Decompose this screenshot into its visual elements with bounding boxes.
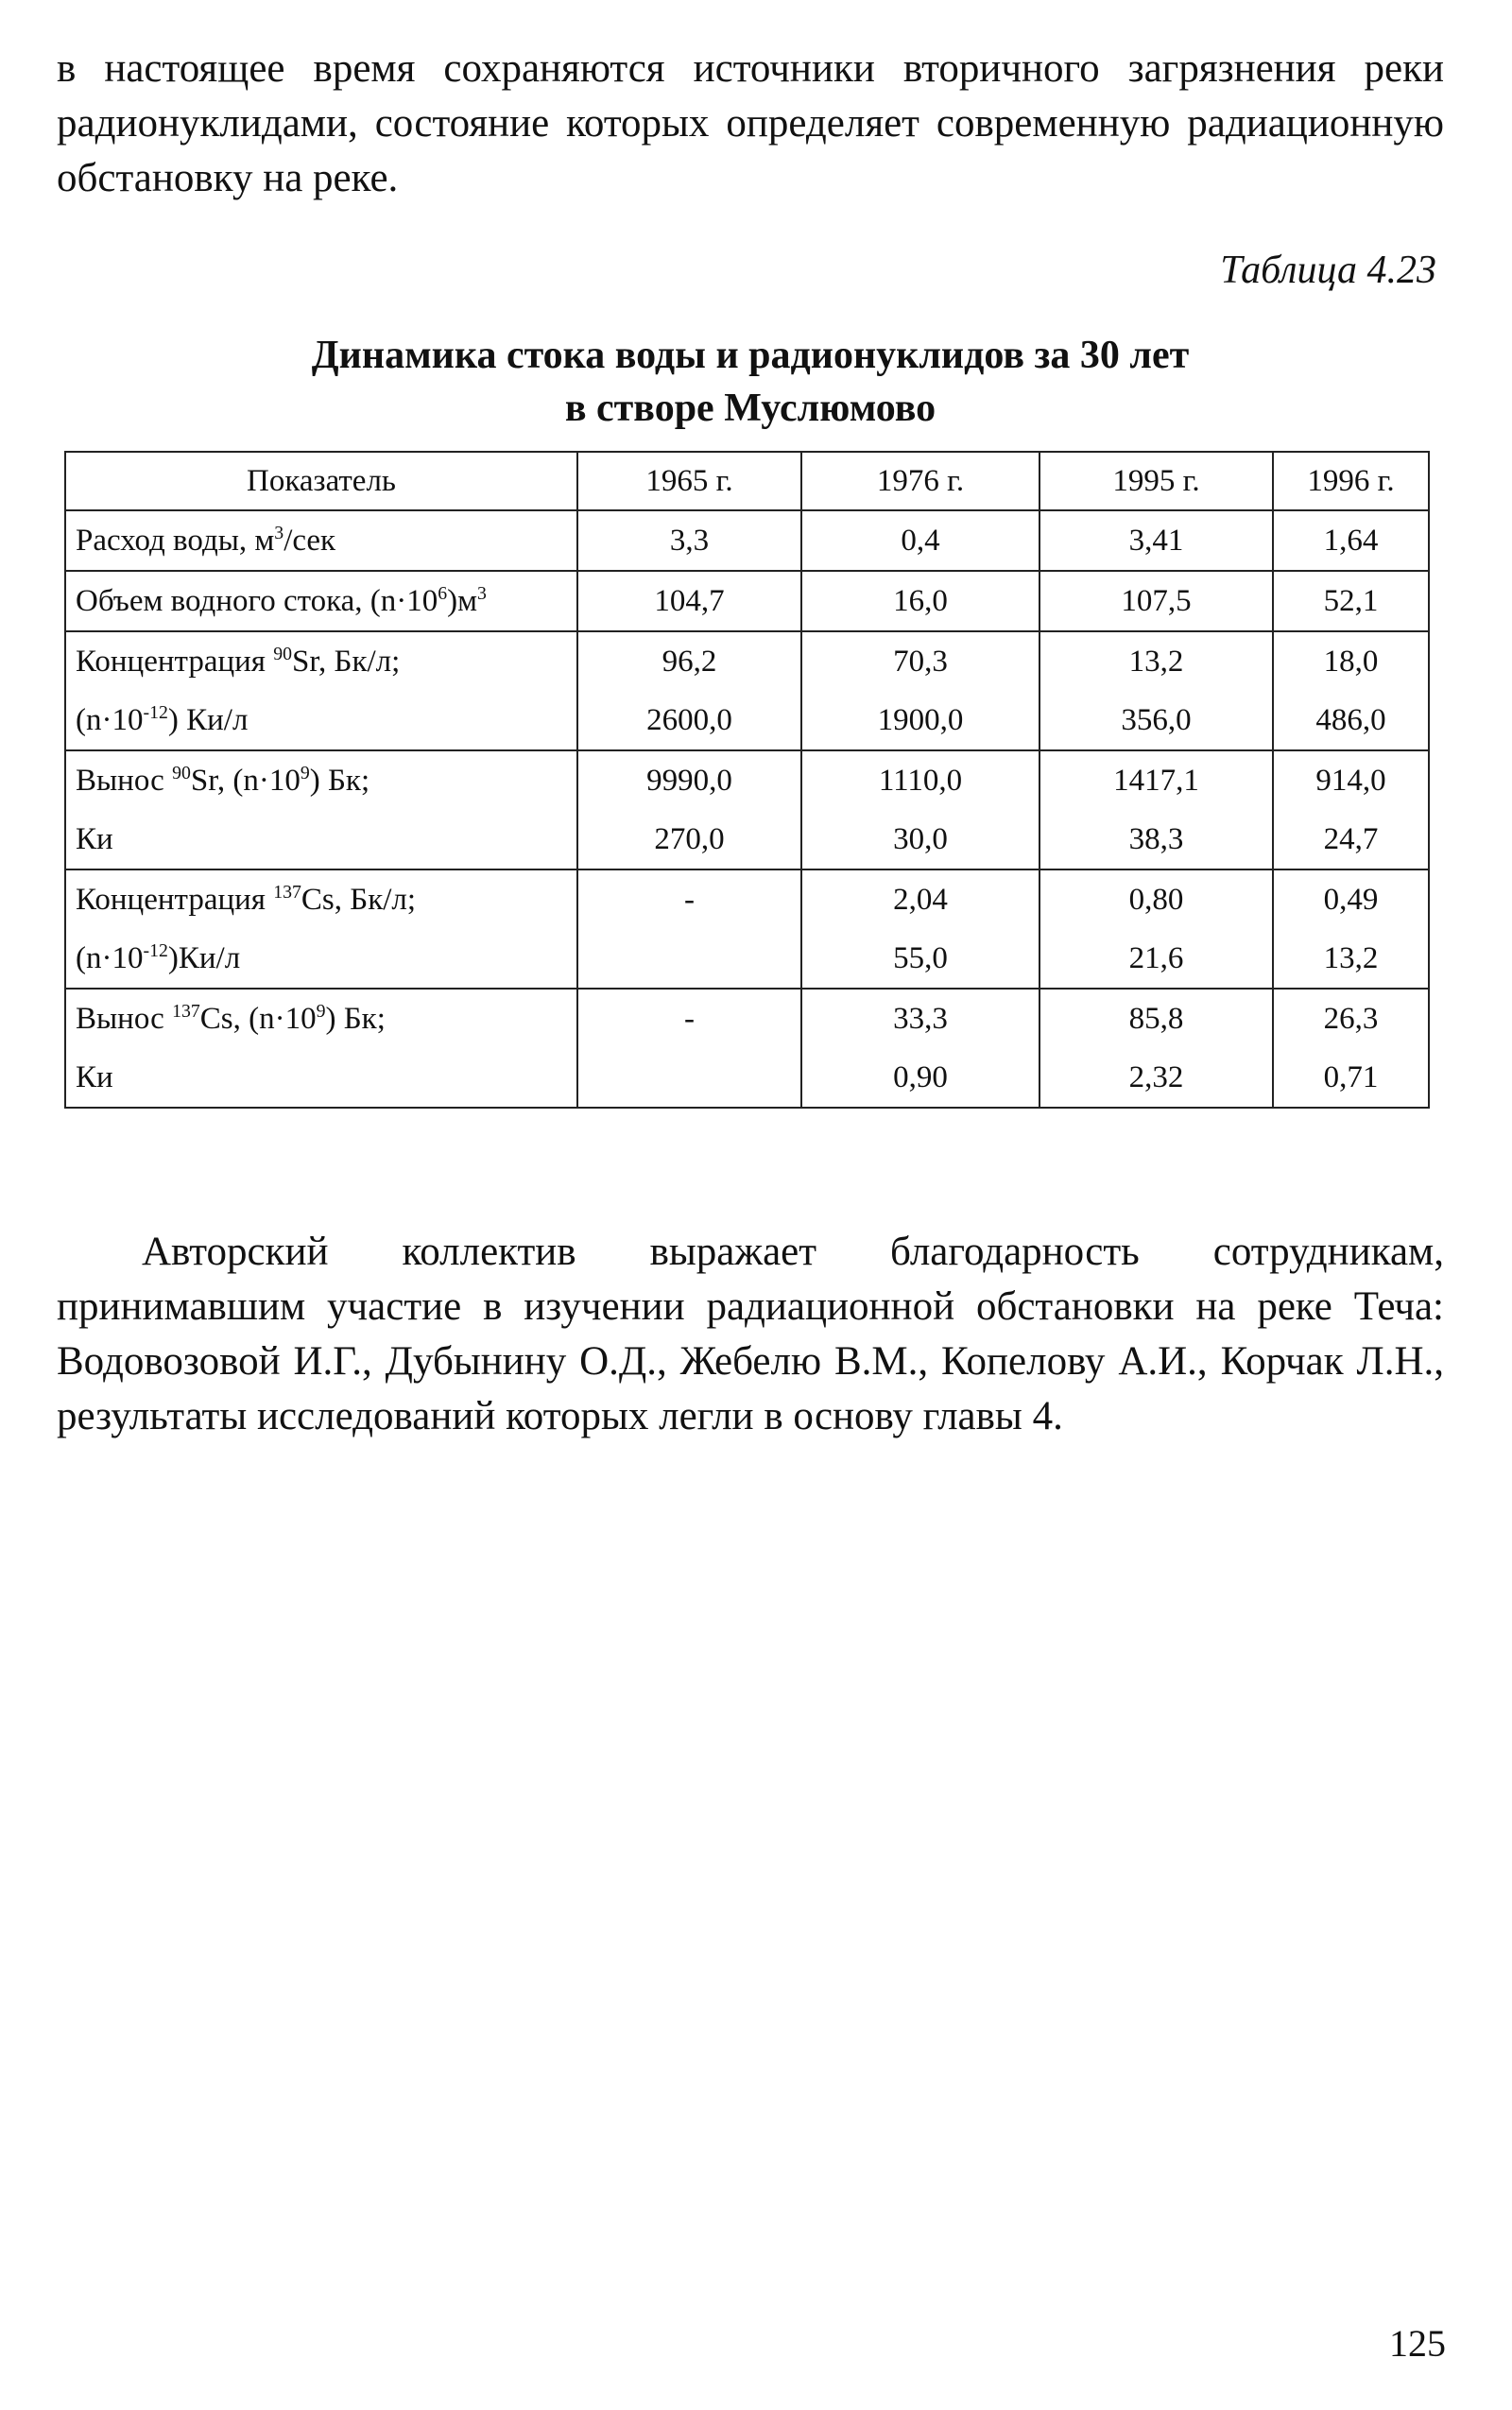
cell-value: 33,3 <box>893 1002 948 1036</box>
superscript: 137 <box>273 882 301 903</box>
cell-value: 3,41 <box>1128 524 1184 558</box>
table-title-line-2: в створе Муслюмово <box>564 387 936 430</box>
cell-value: - <box>684 883 695 917</box>
cell-value: 2,32 <box>1128 1060 1184 1094</box>
label-text: Sr, (n·10 <box>190 764 301 798</box>
label-text: Концентрация <box>76 883 274 917</box>
cell-value <box>588 929 791 988</box>
row-label-line <box>76 870 567 929</box>
label-text: ) Бк; <box>325 1002 386 1036</box>
value-cell <box>577 989 801 1108</box>
cell-value: 104,7 <box>654 584 725 618</box>
row-label <box>65 989 577 1108</box>
row-label-line <box>76 632 567 691</box>
cell-value: 0,49 <box>1323 883 1379 917</box>
cell-value: - <box>684 1002 695 1036</box>
value-cell <box>801 750 1040 869</box>
cell-value: 13,2 <box>1128 645 1184 679</box>
table-label: Таблица 4.23 <box>1220 249 1436 292</box>
row-label-line <box>76 572 567 630</box>
superscript: -12 <box>143 702 168 723</box>
cell-value: 26,3 <box>1323 1002 1379 1036</box>
label-text: Вынос <box>76 764 173 798</box>
table-row <box>65 750 1429 869</box>
cell-value: 0,71 <box>1323 1060 1379 1094</box>
label-text: ) Ки/л <box>167 703 249 737</box>
label-text: Ки <box>76 1060 113 1094</box>
table-row <box>65 571 1429 631</box>
label-text: Ки <box>76 822 113 856</box>
value-cell <box>1040 869 1273 989</box>
superscript: 90 <box>172 763 191 783</box>
table-title <box>57 329 1444 435</box>
table-row <box>65 989 1429 1108</box>
label-text: (n·10 <box>76 703 144 737</box>
row-label <box>65 571 577 631</box>
cell-value: 1,64 <box>1323 524 1379 558</box>
cell-value: 270,0 <box>654 822 725 856</box>
value-cell <box>801 631 1040 750</box>
cell-value: 30,0 <box>893 822 948 856</box>
value-cell <box>1273 869 1429 989</box>
value-cell <box>1040 571 1273 631</box>
value-cell <box>1040 750 1273 869</box>
label-text: Объем водного стока, (n·10 <box>76 584 438 618</box>
label-text: Вынос <box>76 1002 173 1036</box>
cell-value: 96,2 <box>662 645 717 679</box>
superscript: 137 <box>172 1001 200 1022</box>
cell-value: 24,7 <box>1323 822 1379 856</box>
row-label-line <box>76 691 567 749</box>
row-label-line <box>76 511 567 570</box>
cell-value: 85,8 <box>1128 1002 1184 1036</box>
value-cell <box>1040 989 1273 1108</box>
value-cell <box>577 869 801 989</box>
value-cell <box>577 750 801 869</box>
cell-value: 1417,1 <box>1113 764 1199 798</box>
cell-value: 38,3 <box>1128 822 1184 856</box>
value-cell <box>577 571 801 631</box>
label-text: Расход воды, м <box>76 524 275 558</box>
superscript: 6 <box>438 583 448 604</box>
label-text: /сек <box>284 524 336 558</box>
row-label <box>65 631 577 750</box>
row-label-line <box>76 1048 567 1107</box>
intro-paragraph: в настоящее время сохраняются источники вторичного загрязнения реки радионуклидами, состояние которых определяет современную радиационную обстановку на реке. <box>57 46 1444 200</box>
value-cell <box>801 989 1040 1108</box>
value-cell <box>1273 989 1429 1108</box>
label-text: ) Бк; <box>309 764 370 798</box>
row-label <box>65 510 577 571</box>
superscript: 9 <box>300 763 310 783</box>
row-label <box>65 869 577 989</box>
cell-value: 21,6 <box>1128 941 1184 975</box>
cell-value: 16,0 <box>893 584 948 618</box>
value-cell <box>1273 510 1429 571</box>
superscript: -12 <box>143 940 168 961</box>
value-cell <box>801 510 1040 571</box>
cell-value: 55,0 <box>893 941 948 975</box>
label-text: Cs, Бк/л; <box>301 883 417 917</box>
row-label-line <box>76 751 567 810</box>
header-1976: 1976 г. <box>801 452 1040 510</box>
header-1965: 1965 г. <box>577 452 801 510</box>
header-1995: 1995 г. <box>1040 452 1273 510</box>
acknowledgements-paragraph: Авторский коллектив выражает благодарность сотрудникам, принимавшим участие в изучении радиационной обстановки на реке Теча: Водовозовой И.Г., Дубынину О.Д., Жебелю В.М., Копелову А.И., Корчак Л.Н., результаты исследований которых легли в основу главы 4. <box>57 1230 1444 1438</box>
value-cell <box>577 510 801 571</box>
cell-value: 356,0 <box>1121 703 1192 737</box>
cell-value: 1900,0 <box>877 703 964 737</box>
value-cell <box>1273 571 1429 631</box>
cell-value: 52,1 <box>1323 584 1379 618</box>
value-cell <box>1040 510 1273 571</box>
value-cell <box>801 571 1040 631</box>
value-cell <box>577 631 801 750</box>
cell-value: 0,80 <box>1128 883 1184 917</box>
cell-value: 1110,0 <box>878 764 963 798</box>
data-table <box>64 451 1430 1109</box>
cell-value: 2600,0 <box>646 703 732 737</box>
superscript: 3 <box>274 523 284 543</box>
cell-value: 70,3 <box>893 645 948 679</box>
table-header-row <box>65 452 1429 510</box>
value-cell <box>801 869 1040 989</box>
value-cell <box>1040 631 1273 750</box>
table-row <box>65 631 1429 750</box>
label-text: Концентрация <box>76 645 274 679</box>
row-label-line <box>76 990 567 1048</box>
row-label-line <box>76 810 567 869</box>
header-indicator: Показатель <box>65 452 577 510</box>
label-text: )м <box>447 584 478 618</box>
cell-value: 914,0 <box>1315 764 1386 798</box>
header-1996: 1996 г. <box>1273 452 1429 510</box>
label-text: )Ки/л <box>167 941 241 975</box>
cell-value: 2,04 <box>893 883 948 917</box>
page-number: 125 <box>1389 2322 1446 2365</box>
cell-value: 0,90 <box>893 1060 948 1094</box>
superscript: 90 <box>273 644 292 664</box>
cell-value: 18,0 <box>1323 645 1379 679</box>
cell-value: 0,4 <box>901 524 940 558</box>
cell-value: 3,3 <box>669 524 710 558</box>
row-label-line <box>76 929 567 988</box>
value-cell <box>1273 750 1429 869</box>
label-text: (n·10 <box>76 941 144 975</box>
cell-value: 9990,0 <box>646 764 732 798</box>
label-text: Cs, (n·10 <box>199 1002 317 1036</box>
table-row <box>65 510 1429 571</box>
table-row <box>65 869 1429 989</box>
superscript: 3 <box>477 583 487 604</box>
table-title-line-1: Динамика стока воды и радионуклидов за 30 лет <box>311 334 1190 377</box>
row-label <box>65 750 577 869</box>
label-text: Sr, Бк/л; <box>292 645 401 679</box>
superscript: 9 <box>316 1001 326 1022</box>
cell-value <box>588 1048 791 1107</box>
cell-value: 13,2 <box>1323 941 1379 975</box>
value-cell <box>1273 631 1429 750</box>
cell-value: 107,5 <box>1121 584 1192 618</box>
cell-value: 486,0 <box>1315 703 1386 737</box>
